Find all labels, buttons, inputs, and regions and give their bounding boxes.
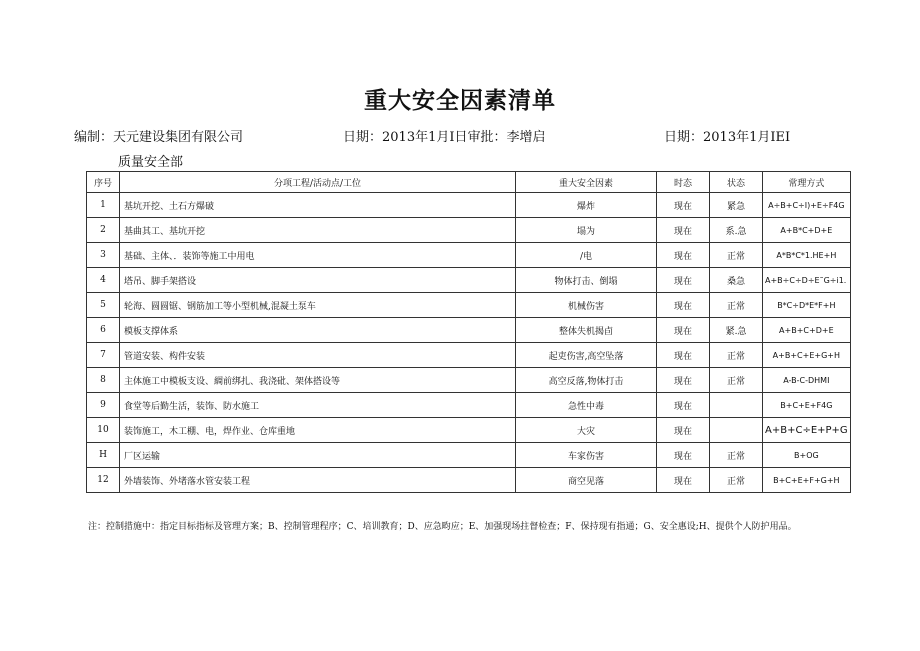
- row-no: 5: [87, 293, 120, 318]
- header-tense: 时态: [657, 172, 710, 193]
- row-state: 紧.急: [710, 318, 763, 343]
- row-method: A+B+C÷E+P+G: [763, 418, 851, 443]
- table-row: [87, 393, 851, 418]
- safety-factor-table: [86, 171, 851, 493]
- row-activity: 模板支撑体系: [120, 318, 516, 343]
- row-state: 正常: [710, 368, 763, 393]
- row-tense: 现在: [657, 393, 710, 418]
- row-no: H: [87, 443, 120, 468]
- row-method: B+C+E+F+G+H: [763, 468, 851, 493]
- table-row: [87, 268, 851, 293]
- row-state: 正常: [710, 443, 763, 468]
- row-no: 9: [87, 393, 120, 418]
- row-state: [710, 418, 763, 443]
- right-date-info: 日期：2013年1月IEI: [664, 130, 791, 145]
- row-activity: 主体施工中模板支设、綢前绑扎、我浇砒、架体搭设等: [120, 368, 516, 393]
- row-no: 8: [87, 368, 120, 393]
- row-tense: 现在: [657, 268, 710, 293]
- row-no: 7: [87, 343, 120, 368]
- review-date-info: 日期：2013年1月I日审批：李增启: [343, 130, 546, 145]
- table-row: [87, 418, 851, 443]
- row-state: 正常: [710, 468, 763, 493]
- row-method: A÷B+C÷I)+E÷F4G: [763, 193, 851, 218]
- row-tense: 现在: [657, 443, 710, 468]
- row-method: A-B-C-DHMI: [763, 368, 851, 393]
- row-no: 3: [87, 243, 120, 268]
- table-row: [87, 468, 851, 493]
- row-method: A*B*C*1.HE+H: [763, 243, 851, 268]
- row-method: B*C÷D*E*F+H: [763, 293, 851, 318]
- table-row: [87, 218, 851, 243]
- row-factor: 物体打击、倒塌: [516, 268, 657, 293]
- row-method: A+B÷C÷D÷E˜G÷i1.: [763, 268, 851, 293]
- row-tense: 现在: [657, 318, 710, 343]
- row-no: 6: [87, 318, 120, 343]
- row-factor: 大灾: [516, 418, 657, 443]
- document-title: 重大安全因素清单: [364, 88, 556, 114]
- table-row: [87, 293, 851, 318]
- row-activity: 基坑开挖、土石方爆破: [120, 193, 516, 218]
- row-no: 12: [87, 468, 120, 493]
- row-state: 正常: [710, 293, 763, 318]
- row-factor: 起吏伤害,高空坠落: [516, 343, 657, 368]
- row-tense: 现在: [657, 343, 710, 368]
- row-factor: 商空见落: [516, 468, 657, 493]
- row-activity: 食堂等后勤生活，装饰、防水施工: [120, 393, 516, 418]
- row-tense: 现在: [657, 293, 710, 318]
- header-method: 常理方式: [763, 172, 851, 193]
- row-tense: 现在: [657, 218, 710, 243]
- row-activity: 基础、主体、．装饰等施工中用电: [120, 243, 516, 268]
- row-tense: 现在: [657, 468, 710, 493]
- compiler-info: 编制：天元建设集团有限公司: [74, 130, 244, 145]
- row-factor: /电: [516, 243, 657, 268]
- row-activity: 外墙装饰、外堵落水管安装工程: [120, 468, 516, 493]
- row-factor: 急性中毒: [516, 393, 657, 418]
- table-row: [87, 193, 851, 218]
- row-factor: 整体失机揭卣: [516, 318, 657, 343]
- control-measures-note: 注：控制措施中：指定目标指标及管理方案；B、控制管理程序；C、培训教育；D、应急畇应；E、加强现场拄督检查；F、保持现有指通；G、安全惠设;H、提供个人防护用品。: [88, 522, 797, 532]
- table-row: [87, 443, 851, 468]
- row-method: B+C+E+F4G: [763, 393, 851, 418]
- department-label: 质量安全部: [118, 155, 184, 170]
- table-row: [87, 368, 851, 393]
- row-state: 紧急: [710, 193, 763, 218]
- row-factor: 塌为: [516, 218, 657, 243]
- row-activity: 厂区运输: [120, 443, 516, 468]
- row-method: A+B+C+D+E: [763, 318, 851, 343]
- header-factor: 重大安全因素: [516, 172, 657, 193]
- row-no: 10: [87, 418, 120, 443]
- row-method: B+OG: [763, 443, 851, 468]
- row-state: [710, 393, 763, 418]
- table-row: [87, 318, 851, 343]
- header-no: 序号: [87, 172, 120, 193]
- row-tense: 现在: [657, 368, 710, 393]
- row-method: A+B+C+E+G+H: [763, 343, 851, 368]
- row-state: 系.急: [710, 218, 763, 243]
- row-factor: 车家伤害: [516, 443, 657, 468]
- row-no: 4: [87, 268, 120, 293]
- row-activity: 装饰施工，木工棚、电，焊作业、仓库重地: [120, 418, 516, 443]
- row-state: 正常: [710, 343, 763, 368]
- table-row: [87, 243, 851, 268]
- row-state: 桑急: [710, 268, 763, 293]
- row-activity: 塔吊、脚手架搭设: [120, 268, 516, 293]
- row-method: A+B*C+D+E: [763, 218, 851, 243]
- table-row: [87, 343, 851, 368]
- row-tense: 现在: [657, 243, 710, 268]
- row-state: 正常: [710, 243, 763, 268]
- row-activity: 管道安装、构件安装: [120, 343, 516, 368]
- row-factor: 爆炸: [516, 193, 657, 218]
- table-header-row: [87, 172, 851, 193]
- row-factor: 高空反落,物体打击: [516, 368, 657, 393]
- row-factor: 机械伤害: [516, 293, 657, 318]
- header-state: 状态: [710, 172, 763, 193]
- header-activity: 分项工程/活动点/工位: [120, 172, 516, 193]
- row-no: 1: [87, 193, 120, 218]
- row-tense: 现在: [657, 193, 710, 218]
- row-no: 2: [87, 218, 120, 243]
- row-activity: 基曲其工、基坑开挖: [120, 218, 516, 243]
- row-activity: 轮海、圆圆锯、钢筋加工等小型机械,混凝土泵车: [120, 293, 516, 318]
- row-tense: 现在: [657, 418, 710, 443]
